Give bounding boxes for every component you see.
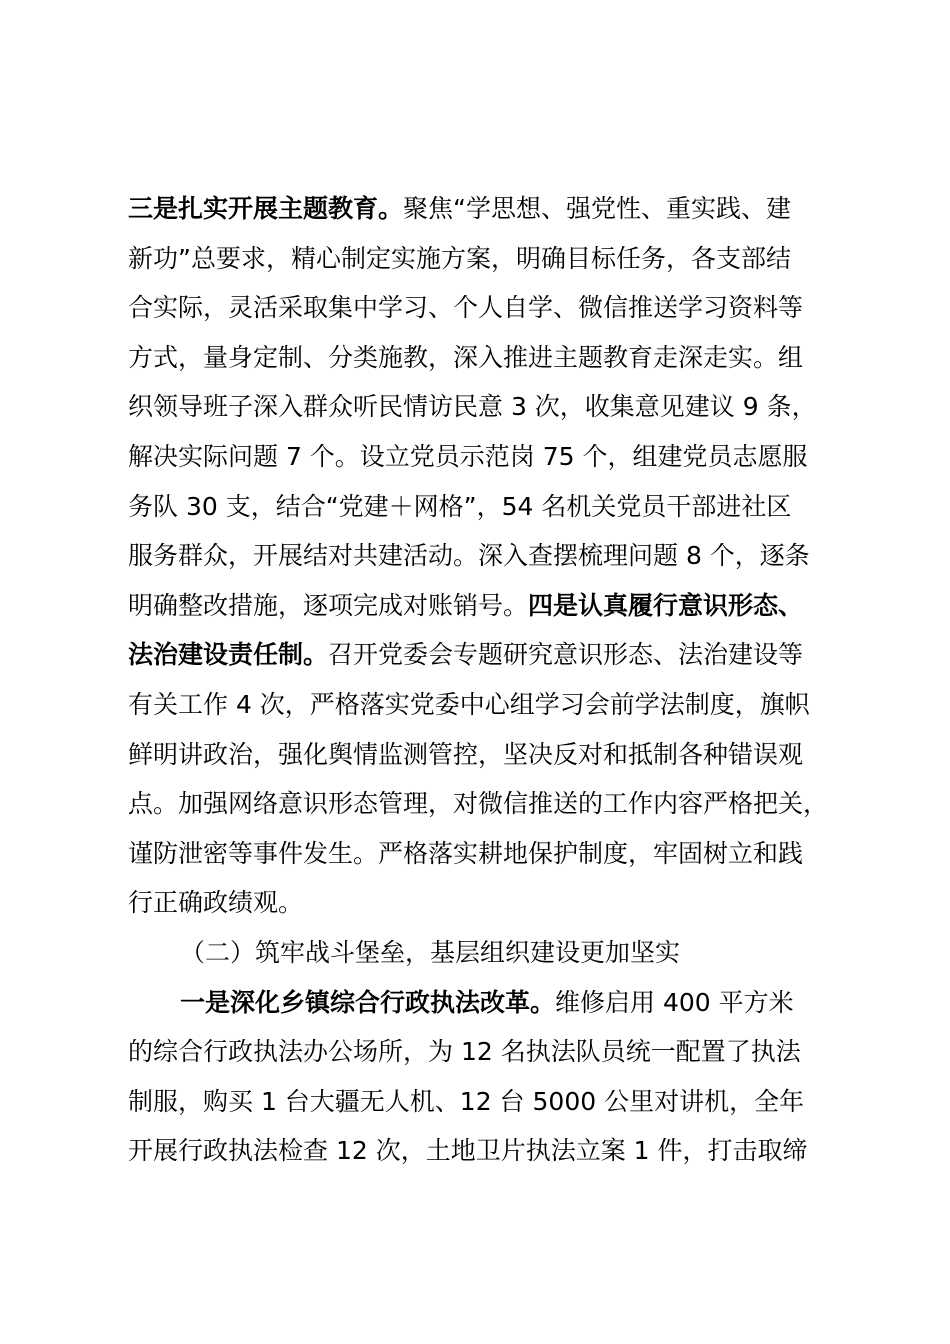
bold-lead-text: 四是认真履行意识形态、 [528, 590, 804, 620]
paragraph-line [128, 184, 848, 234]
bold-lead-text: 三是扎实开展主题教育。 [128, 194, 404, 223]
body-text: 维修启用 400 平方米 [555, 987, 794, 1017]
paragraph-line: 织领导班子深入群众听民情访民意 3 次，收集意见建议 9 条， [128, 392, 817, 422]
body-text: 聚焦“学思想、强党性、重实践、建 [403, 194, 791, 223]
paragraph-line: 新功”总要求，精心制定实施方案，明确目标任务，各支部结 [128, 243, 791, 273]
paragraph-line: 务队 30 支，结合“党建＋网格”，54 名机关党员干部进社区 [128, 491, 792, 521]
paragraph-line: 解决实际问题 7 个。设立党员示范岗 75 个，组建党员志愿服 [128, 441, 808, 471]
paragraph-line: 行正确政绩观。 [128, 888, 304, 918]
paragraph-line: 有关工作 4 次，严格落实党委中心组学习会前学法制度，旗帜 [128, 689, 810, 719]
paragraph-line: 制服，购买 1 台大疆无人机、12 台 5000 公里对讲机，全年 [128, 1086, 805, 1116]
paragraph-line: 鲜明讲政治，强化舆情监测管控，坚决反对和抵制各种错误观 [128, 739, 804, 769]
bold-lead-text: 一是深化乡镇综合行政执法改革。 [180, 987, 556, 1017]
paragraph-line: 谨防泄密等事件发生。严格落实耕地保护制度，牢固树立和践 [128, 838, 804, 868]
paragraph-line [128, 978, 848, 1028]
paragraph-line: 合实际，灵活采取集中学习、个人自学、微信推送学习资料等 [128, 293, 804, 323]
paragraph-line: 服务群众，开展结对共建活动。深入查摆梳理问题 8 个，逐条 [128, 541, 810, 571]
paragraph-line: 方式，量身定制、分类施教，深入推进主题教育走深走实。组 [128, 342, 804, 372]
paragraph-line: 的综合行政执法办公场所，为 12 名执法队员统一配置了执法 [128, 1037, 801, 1067]
bold-lead-text: 法治建设责任制。 [128, 640, 329, 670]
body-text: 明确整改措施，逐项完成对账销号。 [128, 590, 529, 620]
section-heading: （二）筑牢战斗堡垒，基层组织建设更加坚实 [180, 937, 681, 967]
paragraph-line: 开展行政执法检查 12 次，土地卫片执法立案 1 件，打击取缔 [128, 1136, 808, 1166]
paragraph-line: 点。加强网络意识形态管理，对微信推送的工作内容严格把关， [128, 789, 829, 819]
paragraph-line [128, 581, 848, 631]
document-body [128, 184, 848, 1176]
paragraph-line [128, 630, 848, 680]
body-text: 召开党委会专题研究意识形态、法治建设等 [328, 640, 804, 670]
